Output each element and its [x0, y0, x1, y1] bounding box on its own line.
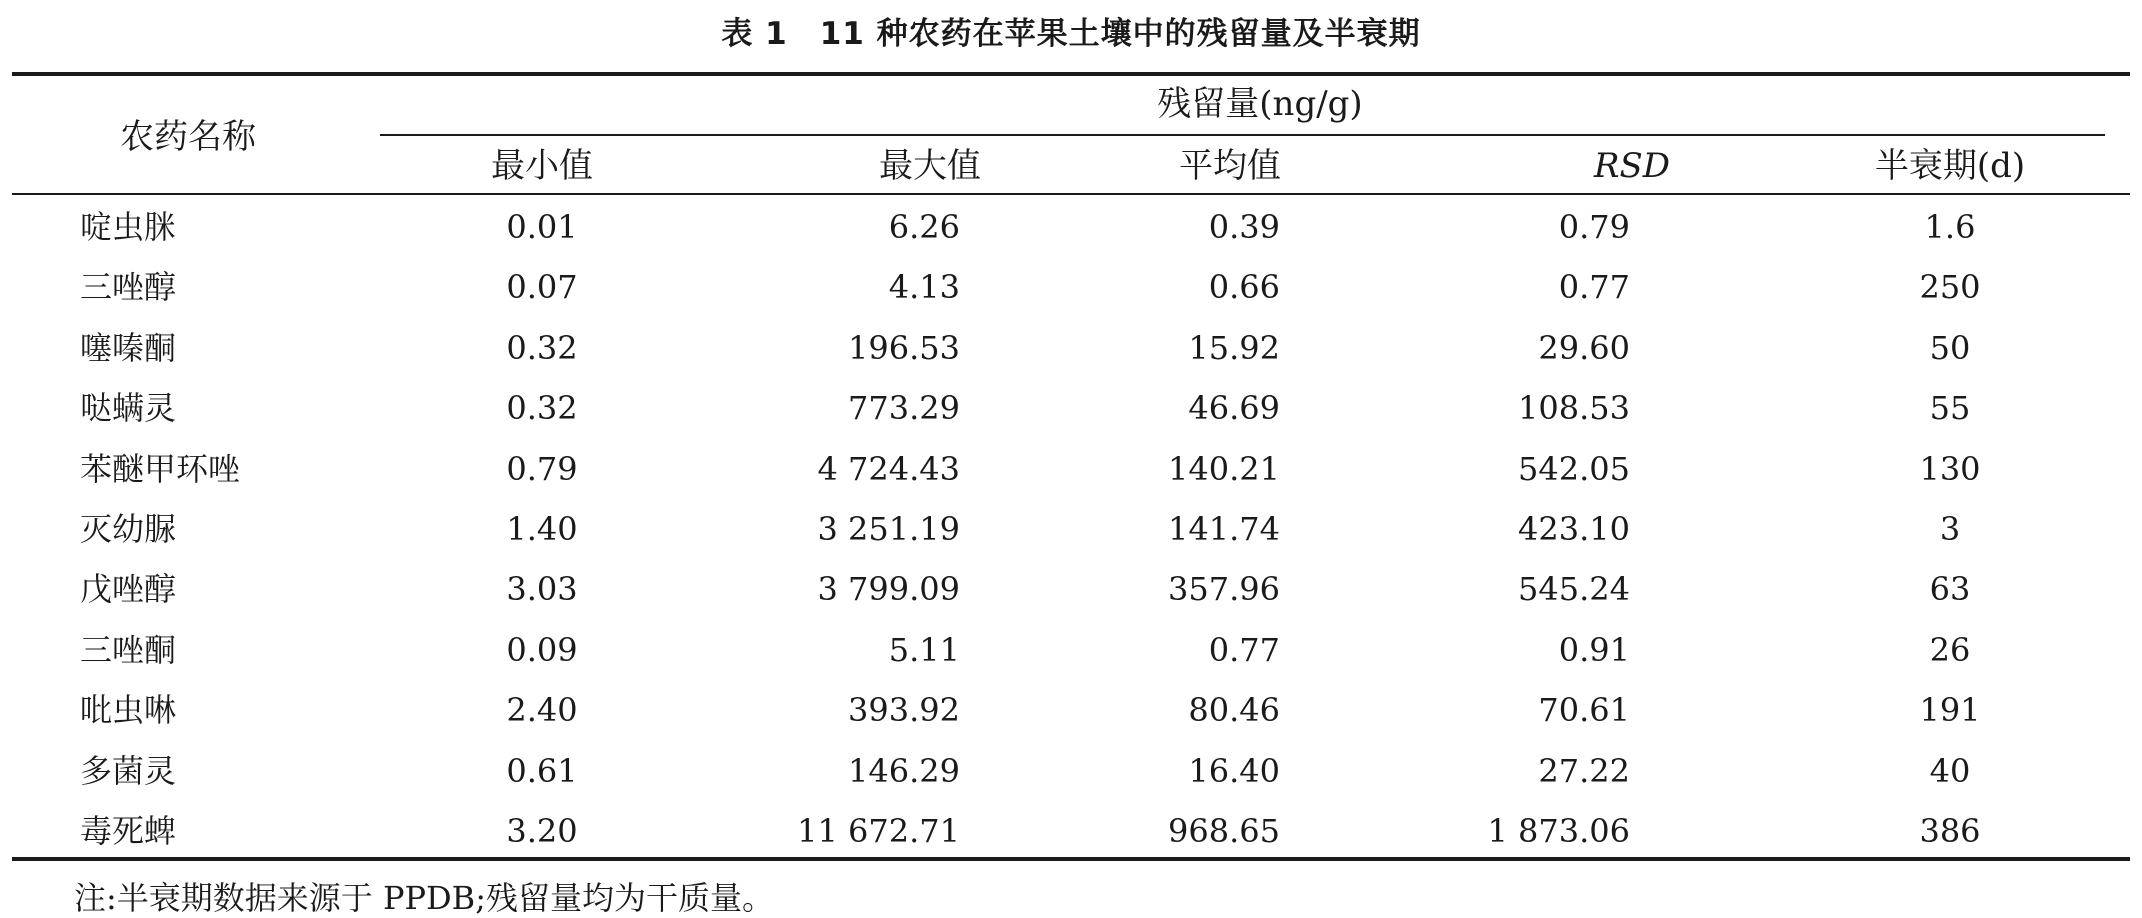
cell-max: 393.92: [848, 691, 960, 729]
header-residue-group: 残留量(ng/g): [1157, 84, 1363, 124]
cell-max: 6.26: [888, 208, 960, 246]
cell-rsd: 0.77: [1558, 268, 1630, 306]
cell-rsd: 27.22: [1538, 752, 1630, 790]
cell-avg: 968.65: [1168, 812, 1280, 850]
cell-max: 773.29: [848, 389, 960, 427]
cell-half-life: 3: [1939, 510, 1961, 548]
cell-name: 毒死蜱: [80, 812, 177, 850]
cell-min: 0.61: [506, 752, 578, 790]
cell-half-life: 130: [1919, 450, 1981, 488]
cell-max: 146.29: [848, 752, 960, 790]
cell-min: 0.07: [506, 268, 578, 306]
cell-min: 3.20: [506, 812, 578, 850]
cell-half-life: 50: [1929, 329, 1971, 367]
cell-name: 灭幼脲: [80, 510, 177, 548]
cell-half-life: 250: [1919, 268, 1981, 306]
group-rule: [380, 134, 2105, 136]
cell-rsd: 0.91: [1558, 631, 1630, 669]
cell-avg: 0.77: [1208, 631, 1280, 669]
cell-avg: 141.74: [1168, 510, 1280, 548]
cell-rsd: 423.10: [1518, 510, 1630, 548]
cell-max: 4 724.43: [817, 450, 960, 488]
cell-avg: 16.40: [1188, 752, 1280, 790]
cell-max: 3 799.09: [817, 570, 960, 608]
cell-avg: 46.69: [1188, 389, 1280, 427]
cell-name: 吡虫啉: [80, 691, 177, 729]
cell-half-life: 191: [1919, 691, 1981, 729]
cell-name: 三唑醇: [80, 268, 177, 306]
cell-name: 哒螨灵: [80, 389, 177, 427]
cell-name: 多菌灵: [80, 752, 177, 790]
cell-min: 0.32: [506, 389, 578, 427]
header-avg: 平均值: [1179, 146, 1281, 186]
cell-avg: 0.39: [1208, 208, 1280, 246]
cell-half-life: 26: [1929, 631, 1971, 669]
header-half-life: 半衰期(d): [1874, 146, 2026, 186]
cell-max: 11 672.71: [797, 812, 960, 850]
header-min: 最小值: [491, 146, 593, 186]
cell-rsd: 1 873.06: [1487, 812, 1630, 850]
cell-name: 戊唑醇: [80, 570, 177, 608]
cell-min: 0.01: [506, 208, 578, 246]
cell-avg: 0.66: [1208, 268, 1280, 306]
cell-half-life: 40: [1929, 752, 1971, 790]
cell-rsd: 0.79: [1558, 208, 1630, 246]
cell-name: 苯醚甲环唑: [80, 450, 241, 488]
cell-min: 0.79: [506, 450, 578, 488]
cell-avg: 80.46: [1188, 691, 1280, 729]
header-rsd: RSD: [1593, 146, 1670, 186]
header-rule: [12, 193, 2130, 195]
cell-max: 5.11: [888, 631, 960, 669]
cell-half-life: 63: [1929, 570, 1971, 608]
cell-rsd: 108.53: [1518, 389, 1630, 427]
cell-avg: 357.96: [1168, 570, 1280, 608]
header-max: 最大值: [879, 146, 981, 186]
table-title: 表 1 11 种农药在苹果土壤中的残留量及半衰期: [721, 16, 1421, 52]
top-rule: [12, 72, 2130, 76]
cell-name: 三唑酮: [80, 631, 177, 669]
cell-half-life: 55: [1929, 389, 1971, 427]
cell-min: 0.09: [506, 631, 578, 669]
cell-max: 4.13: [888, 268, 960, 306]
cell-half-life: 1.6: [1924, 208, 1976, 246]
cell-min: 0.32: [506, 329, 578, 367]
header-pesticide-name: 农药名称: [120, 117, 256, 157]
cell-max: 3 251.19: [817, 510, 960, 548]
cell-name: 噻嗪酮: [80, 329, 177, 367]
table-note: 注:半衰期数据来源于 PPDB;残留量均为干质量。: [74, 879, 774, 917]
cell-avg: 15.92: [1188, 329, 1280, 367]
bottom-rule: [12, 857, 2130, 861]
cell-rsd: 542.05: [1518, 450, 1630, 488]
cell-rsd: 545.24: [1518, 570, 1630, 608]
cell-max: 196.53: [848, 329, 960, 367]
cell-half-life: 386: [1919, 812, 1981, 850]
cell-rsd: 29.60: [1538, 329, 1630, 367]
cell-rsd: 70.61: [1538, 691, 1630, 729]
cell-min: 1.40: [506, 510, 578, 548]
cell-name: 啶虫脒: [80, 208, 177, 246]
cell-min: 3.03: [506, 570, 578, 608]
cell-min: 2.40: [506, 691, 578, 729]
cell-avg: 140.21: [1168, 450, 1280, 488]
